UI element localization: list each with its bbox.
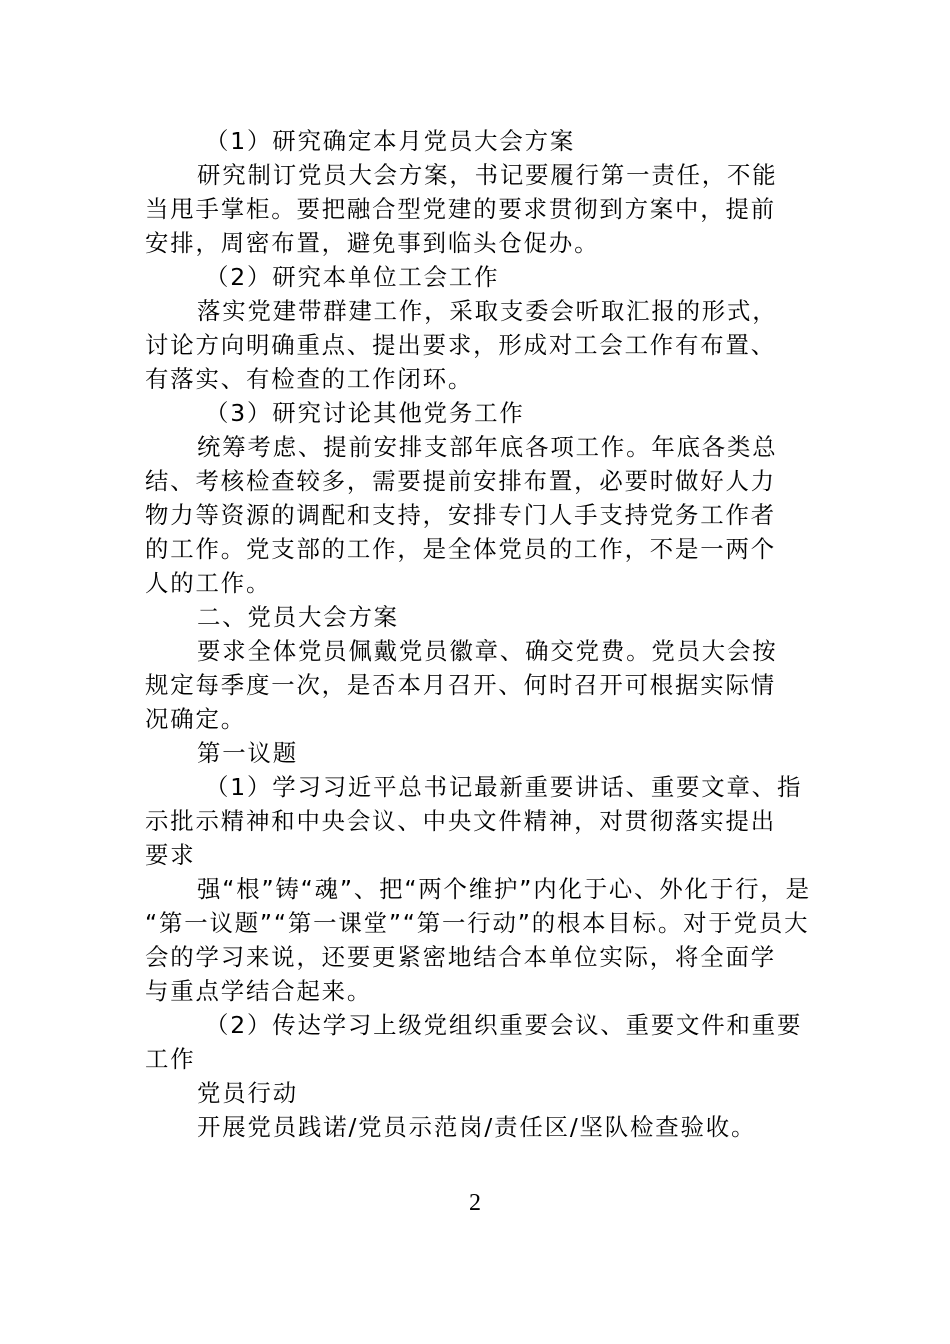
paragraph-line: 要求全体党员佩戴党员徽章、确交党费。党员大会按 [197,637,778,665]
paragraph-line: 开展党员践诺/党员示范岗/责任区/坚队检查验收。 [197,1113,757,1141]
paragraph-line: 工作 [145,1045,196,1073]
paragraph-line: 规定每季度一次，是否本月召开、何时召开可根据实际情 [145,671,777,699]
paragraph-line: 会的学习来说，还要更紧密地结合本单位实际，将全面学 [145,943,777,971]
subheading: 党员行动 [197,1079,298,1107]
subheading: （2）研究本单位工会工作 [205,263,500,291]
paragraph-line: 结、考核检查较多，需要提前安排布置，必要时做好人力 [145,467,777,495]
paragraph-line: 安排，周密布置，避免事到临头仓促办。 [145,229,600,257]
paragraph-line: 有落实、有检查的工作闭环。 [145,365,474,393]
paragraph-line: 强“根”铸“魂”、把“两个维护”内化于心、外化于行，是 [197,875,811,903]
paragraph-line: 人的工作。 [145,569,272,597]
paragraph-line: 物力等资源的调配和支持，安排专门人手支持党务工作者 [145,501,777,529]
subheading: 第一议题 [197,739,298,767]
paragraph-line: 况确定。 [145,705,246,733]
paragraph-line: “第一议题”“第一课堂”“第一行动”的根本目标。对于党员大 [145,909,810,937]
subheading: （2）传达学习上级党组织重要会议、重要文件和重要 [205,1011,803,1039]
subheading: （3）研究讨论其他党务工作 [205,399,525,427]
section-heading: 二、党员大会方案 [197,603,399,631]
paragraph-line: 落实党建带群建工作，采取支委会听取汇报的形式， [197,297,778,325]
paragraph-line: 研究制订党员大会方案，书记要履行第一责任，不能 [197,161,778,189]
paragraph-line: 示批示精神和中央会议、中央文件精神，对贯彻落实提出 [145,807,777,835]
paragraph-line: 要求 [145,841,196,869]
paragraph-line: 与重点学结合起来。 [145,977,373,1005]
paragraph-line: 的工作。党支部的工作，是全体党员的工作，不是一两个 [145,535,777,563]
page-number: 2 [469,1190,481,1216]
subheading: （1）研究确定本月党员大会方案 [205,127,576,155]
paragraph-line: 当甩手掌柜。要把融合型党建的要求贯彻到方案中，提前 [145,195,777,223]
subheading: （1）学习习近平总书记最新重要讲话、重要文章、指 [205,773,803,801]
paragraph-line: 统筹考虑、提前安排支部年底各项工作。年底各类总 [197,433,778,461]
paragraph-line: 讨论方向明确重点、提出要求，形成对工会工作有布置、 [145,331,777,359]
